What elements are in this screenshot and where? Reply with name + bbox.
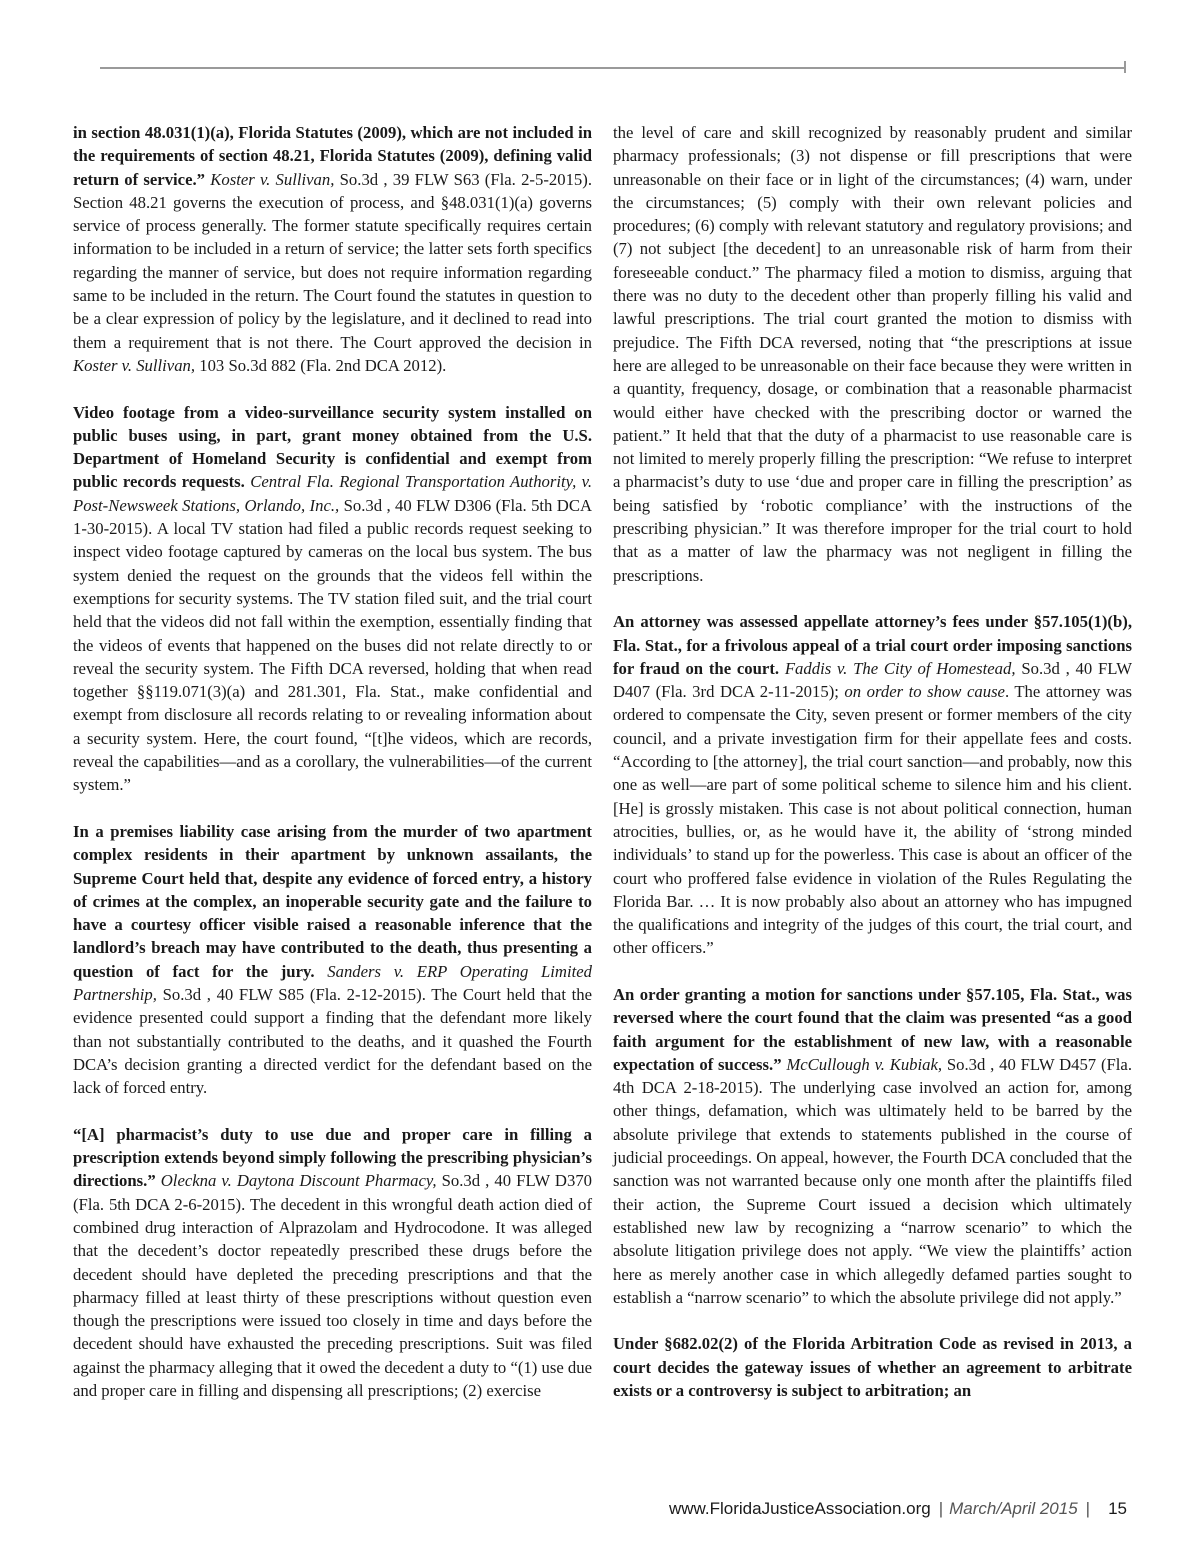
- case-citation: Sanders v. ERP Operating Limited Partnership,: [73, 961, 592, 1004]
- article-body: the level of care and skill recognized by reasonably prudent and similar pharmacy professionals; (3) not dispense or fill prescriptions that were unreasonable on their face or in light of the circumstances; (4) warn, under the circumstances; (5) comply with their own relevant policies and procedures; (6) comply with relevant statutory and regulatory provisions; and (7) not subject [the decedent] to an unreasonable risk of harm from their foreseeable conduct.” The pharmacy filed a motion to dismiss, arguing that there was no duty to the decedent other than properly filling his valid and lawful prescriptions. The trial court granted the motion to dismiss with prejudice. The Fifth DCA reversed, noting that “the prescriptions at issue here are alleged to be unreasonable on their face because they were written in a quantity, frequency, dosage, or combination that a reasonable pharmacist would either have checked with the prescribing doctor or warned the patient.” It held that that the duty of a pharmacist to use reasonable care is not limited to merely properly filling the prescription: “We refuse to interpret a pharmacist’s duty to use ‘due and proper care in filling the prescription’ as being satisfied by ‘robotic compliance’ with the instructions of the prescribing physician.” It was therefore improper for the trial court to hold that as a matter of law the pharmacy was not negligent in filling the prescriptions.: [613, 123, 1132, 585]
- page-footer: [669, 1496, 1127, 1522]
- article-arbitration: [613, 1332, 1132, 1402]
- footer-separator: |: [1085, 1499, 1091, 1518]
- footer-website: www.FloridaJusticeAssociation.org: [669, 1499, 931, 1518]
- article-pharmacist-duty-continued: [613, 121, 1132, 587]
- article-body-tail: . The attorney was ordered to compensate the City, seven present or former members of the city council, and a private investigation firm for their appellate fees and costs. “According to [the attorney], the trial court sanction—and probably, now this one as well—are part of some political scheme to silence him and his client. [He] is grossly mistaken. This case is not about political connection, human atrocities, bullies, or, as he would have it, the ability of ‘strong minded individuals’ to stand up for the powerless. This case is about an officer of the court who proffered false evidence in violation of the Rules Regulating the Florida Bar. … It is now probably also about an attorney who has impugned the qualifications and integrity of the judges of this court, the trial court, and other officers.”: [613, 682, 1132, 958]
- case-citation: Koster v. Sullivan,: [210, 169, 335, 189]
- article-koster: [73, 121, 592, 377]
- article-headline: in section 48.031(1)(a), Florida Statutes (2009), which are not included in the requirements of section 48.21, Florida Statutes (2009), defining valid return of service.”: [73, 123, 592, 189]
- article-headline: Under §682.02(2) of the Florida Arbitration Code as revised in 2013, a court decides the gateway issues of whether an agreement to arbitrate exists or a controversy is subject to arbitration; an: [613, 1334, 1132, 1401]
- page-number: 15: [1108, 1499, 1127, 1518]
- article-headline: “[A] pharmacist’s duty to use due and proper care in filling a prescription extends beyond simply following the prescribing physician’s directions.”: [73, 1124, 592, 1191]
- case-citation: Oleckna v. Daytona Discount Pharmacy,: [160, 1171, 437, 1191]
- case-citation: Koster v. Sullivan,: [73, 355, 196, 375]
- right-column: [613, 121, 1132, 1426]
- article-video-footage: [73, 401, 592, 797]
- article-body: So.3d , 40 FLW D306 (Fla. 5th DCA 1-30-2015). A local TV station had filed a public records request seeking to inspect video footage captured by cameras on the local bus system. The bus system denied the request on the grounds that the videos fell within the exemptions for security systems. The TV station filed suit, and the trial court held that the videos did not fall within the exemption, essentially finding that the videos of events that happened on the buses did not relate directly to or reveal the security system. The Fifth DCA reversed, holding that when read together §§119.071(3)(a) and 281.301, Fla. Stat., make confidential and exempt from disclosure all records relating to or revealing information about a security system. Here, the court found, “[t]he videos, which are records, reveal the capabilities—and as a corollary, the vulnerabilities—of the current system.”: [73, 495, 593, 795]
- article-headline: In a premises liability case arising from the murder of two apartment complex residents in their apartment by unknown assailants, the Supreme Court held that, despite any evidence of forced entry, a history of crimes at the complex, an inoperable security gate and the failure to have a courtesy officer visible raised a reasonable inference that the landlord’s breach may have contributed to the death, thus presenting a question of fact for the jury.: [73, 821, 592, 981]
- article-body: So.3d , 40 FLW D407 (Fla. 3rd DCA 2-11-2015);: [613, 658, 1133, 702]
- article-headline: Video footage from a video-surveillance security system installed on public buses using, in part, grant money obtained from the U.S. Department of Homeland Security is confidential and exempt from public records requests.: [73, 402, 592, 492]
- header-rule: [100, 67, 1125, 69]
- footer-separator: |: [938, 1499, 944, 1518]
- left-column: [73, 121, 592, 1426]
- footer-issue: March/April 2015: [949, 1499, 1078, 1518]
- article-body: So.3d , 40 FLW D457 (Fla. 4th DCA 2-18-2015). The underlying case involved an action for, among other things, defamation, which was ultimately held to be barred by the absolute privilege that extends to statements published in the course of judicial proceedings. On appeal, however, the Fourth DCA concluded that the sanction was not warranted because only one month after the plaintiffs filed their action, the Supreme Court issued a decision which ultimately established new law by recognizing a “narrow scenario” to which the absolute litigation privilege does not apply. “We view the plaintiffs’ action here as merely another case in which allegedly defamed parties sought to establish a “narrow scenario” to which the absolute privilege did not apply.”: [613, 1054, 1132, 1307]
- article-body-tail: 103 So.3d 882 (Fla. 2nd DCA 2012).: [199, 355, 447, 375]
- case-citation: Central Fla. Regional Transportation Authority, v. Post-Newsweek Stations, Orlando, Inc.,: [73, 472, 592, 515]
- case-citation: on order to show cause: [844, 682, 1005, 702]
- article-body: So.3d , 40 FLW D370 (Fla. 5th DCA 2-6-2015). The decedent in this wrongful death action died of combined drug interaction of Alprazolam and Hydrocodone. It was alleged that the decedent’s doctor repeatedly prescribed these drugs before the decedent should have depleted the preceding prescriptions and that the pharmacy filled at least thirty of these prescriptions without question even though the prescriptions were issued too closely in time and days before the decedent should have exhausted the preceding prescriptions. Suit was filed against the pharmacy alleging that it owed the decedent a duty to “(1) use due and proper care in filling and dispensing all prescriptions; (2) exercise: [73, 1171, 593, 1401]
- article-headline: An attorney was assessed appellate attorney’s fees under §57.105(1)(b), Fla. Stat., for a frivolous appeal of a trial court order imposing sanctions for fraud on the court.: [613, 612, 1132, 678]
- article-body: So.3d , 40 FLW S85 (Fla. 2-12-2015). The Court held that the evidence presented could support a finding that the defendant more likely than not substantially contributed to the deaths, and it quashed the Fourth DCA’s decision granting a directed verdict for the defendant based on the lack of forced entry.: [73, 984, 593, 1098]
- case-citation: Faddis v. The City of Homestead,: [784, 658, 1016, 678]
- article-appellate-fees: [613, 610, 1132, 959]
- article-premises-liability: [73, 820, 592, 1100]
- article-body: So.3d , 39 FLW S63 (Fla. 2-5-2015). Section 48.21 governs the execution of process, and §48.031(1)(a) governs service of process generally. The former statute specifically requires certain information to be included in a return of service; the latter sets forth specifics regarding the manner of service, but does not require information regarding same to be included in the return. The Court found the statutes in question to be a clear expression of policy by the legislature, and it declined to read into them a requirement that is not there. The Court approved the decision in: [73, 169, 592, 352]
- header-rule-tick: [1124, 61, 1126, 73]
- article-pharmacist-duty: [73, 1123, 592, 1403]
- article-headline: An order granting a motion for sanctions under §57.105, Fla. Stat., was reversed where the court found that the claim was presented “as a good faith argument for the establishment of new law, with a reasonable expectation of success.”: [613, 984, 1132, 1074]
- article-sanctions-reversed: [613, 983, 1132, 1309]
- case-citation: McCullough v. Kubiak,: [786, 1054, 943, 1074]
